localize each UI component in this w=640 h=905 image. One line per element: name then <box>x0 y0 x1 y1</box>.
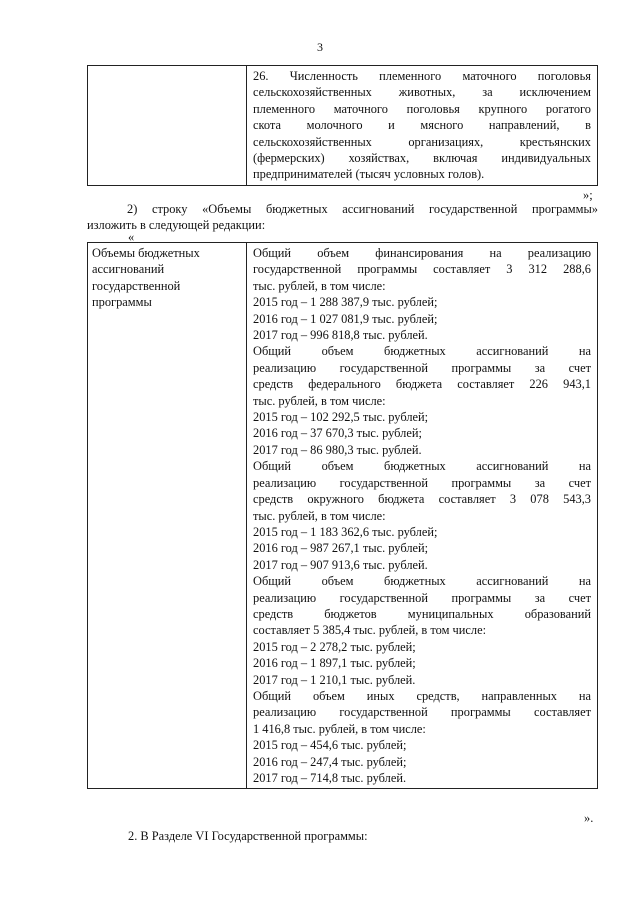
top-table-right-cell <box>247 66 598 186</box>
year-line: 2016 год – 1 027 081,9 тыс. рублей; <box>253 311 438 326</box>
top-table-line: сельскохозяйственных организациях, крестьянских <box>253 134 591 149</box>
block-line: реализацию государственной программы за счет <box>253 590 591 605</box>
block-line: Общий объем бюджетных ассигнований на <box>253 574 591 589</box>
top-table-left-cell <box>88 66 247 186</box>
opening-quote: « <box>128 230 135 244</box>
block-line: реализацию государственной программы за счет <box>253 360 591 375</box>
year-line: 2017 год – 714,8 тыс. рублей. <box>253 771 407 785</box>
year-line: 2017 год – 86 980,3 тыс. рублей. <box>253 442 422 457</box>
top-table-line: племенного маточного поголовья крупного рогатого <box>253 101 591 116</box>
year-line: 2017 год – 907 913,6 тыс. рублей. <box>253 557 428 572</box>
label-line: Объемы бюджетных <box>92 246 200 260</box>
year-line: 2015 год – 454,6 тыс. рублей; <box>253 738 407 753</box>
block-line: реализацию государственной программы составляет <box>253 705 591 720</box>
year-line: 2015 год – 1 288 387,9 тыс. рублей; <box>253 295 438 310</box>
funding-block-federal <box>253 343 591 458</box>
block-line: 1 416,8 тыс. рублей, в том числе: <box>253 721 426 736</box>
top-table-line: предпринимателей (тысяч условных голов). <box>253 167 485 182</box>
block-line: средств окружного бюджета составляет 3 078 543,3 <box>253 492 591 507</box>
top-table-line: (фермерских) хозяйствах, включая индивидуальных <box>253 151 591 166</box>
top-table-line: 26. Численность племенного маточного поголовья <box>253 69 591 83</box>
block-line: государственной программы составляет 3 312 288,6 <box>253 262 591 277</box>
year-line: 2016 год – 987 267,1 тыс. рублей; <box>253 541 429 556</box>
label-line: ассигнований <box>92 262 165 277</box>
budget-table <box>87 242 598 789</box>
page-number: 3 <box>317 40 323 54</box>
year-line: 2015 год – 1 183 362,6 тыс. рублей; <box>253 524 438 539</box>
year-line: 2015 год – 2 278,2 тыс. рублей; <box>253 639 416 654</box>
block-line: тыс. рублей, в том числе: <box>253 393 386 408</box>
year-line: 2017 год – 996 818,8 тыс. рублей. <box>253 328 428 343</box>
year-line: 2016 год – 1 897,1 тыс. рублей; <box>253 656 416 671</box>
paragraph-line: изложить в следующей редакции: <box>87 218 266 233</box>
year-line: 2015 год – 102 292,5 тыс. рублей; <box>253 410 429 425</box>
top-table-line: сельскохозяйственных животных, за исключением <box>253 85 591 100</box>
block-line: Общий объем иных средств, направленных на <box>253 688 591 703</box>
funding-block-district <box>253 458 591 573</box>
budget-table-label-cell <box>88 243 247 789</box>
year-line: 2016 год – 37 670,3 тыс. рублей; <box>253 426 422 441</box>
block-line: составляет 5 385,4 тыс. рублей, в том числе: <box>253 623 487 638</box>
closing-quote: »; <box>583 188 593 202</box>
block-line: тыс. рублей, в том числе: <box>253 278 386 293</box>
funding-block-municipal <box>253 573 591 688</box>
year-line: 2017 год – 1 210,1 тыс. рублей. <box>253 672 416 687</box>
funding-block-other <box>253 688 591 786</box>
block-line: тыс. рублей, в том числе: <box>253 508 386 523</box>
block-line: Общий объем бюджетных ассигнований на <box>253 344 591 359</box>
section-heading: 2. В Разделе VI Государственной программы: <box>128 829 368 843</box>
block-line: Общий объем бюджетных ассигнований на <box>253 459 591 474</box>
block-line: средств федерального бюджета составляет 226 943,1 <box>253 377 591 392</box>
paragraph-line: 2) строку «Объемы бюджетных ассигнований государственной программы» <box>127 202 598 216</box>
label-line: программы <box>92 295 152 310</box>
budget-table-content-cell <box>247 243 598 789</box>
label-line: государственной <box>92 278 181 293</box>
amendment-paragraph <box>87 201 598 234</box>
block-line: средств бюджетов муниципальных образований <box>253 606 591 621</box>
closing-quote: ». <box>584 811 594 825</box>
year-line: 2016 год – 247,4 тыс. рублей; <box>253 754 407 769</box>
block-line: Общий объем финансирования на реализацию <box>253 246 591 260</box>
block-line: реализацию государственной программы за счет <box>253 475 591 490</box>
top-table <box>87 65 598 186</box>
funding-block-total <box>253 245 591 343</box>
top-table-line: скота молочного и мясного направлений, в <box>253 118 591 133</box>
